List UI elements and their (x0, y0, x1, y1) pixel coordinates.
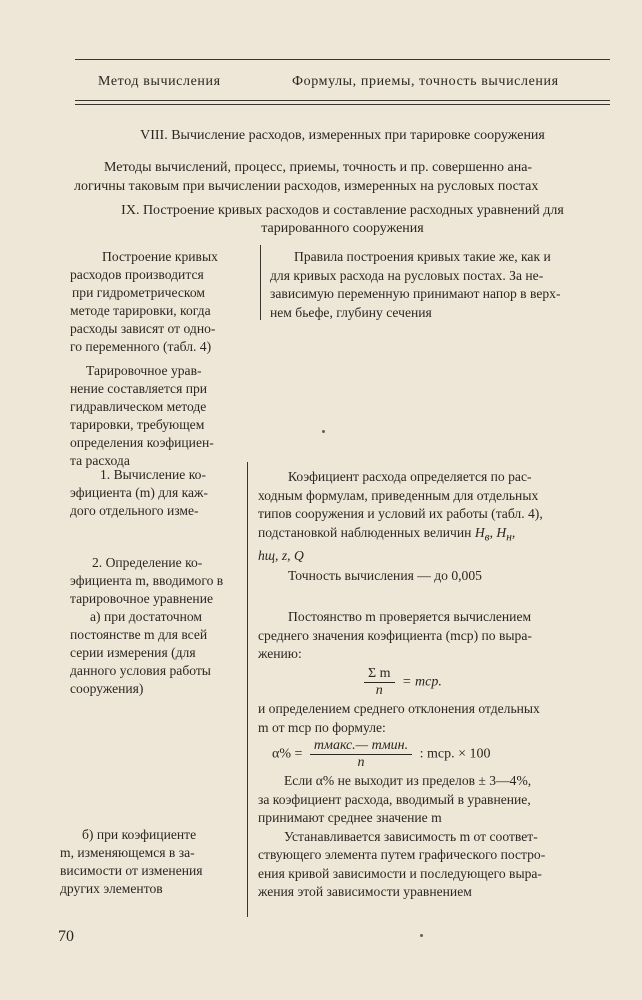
right-b2-line-4: подстановкой наблюденных величин $H_в$, $H_н$, (258, 524, 516, 544)
left-col-block-2 (70, 362, 250, 470)
left-item2b-line-3: висимости от изменения (60, 863, 203, 878)
right-b2-line-2: ходным формулам, приведенным для отдельных (258, 487, 539, 503)
formula-deviation-numerator: mмакс.— mмин. (310, 738, 412, 755)
right-b2-line-6: Точность вычисления — до 0,005 (288, 568, 482, 584)
left-item2b-line-1: б) при коэфициенте (82, 827, 197, 842)
left-item2a-line-3: серии измерения (для (70, 645, 196, 660)
left-item2a-line-5: сооружения) (70, 681, 144, 696)
right-col-block-3 (258, 608, 610, 664)
section-viii-title: VIII. Вычисление расходов, измеренных при тарировке сооружения (140, 128, 545, 143)
left-item2-line-2: эфициента m, вводимого в (70, 573, 224, 588)
section-ix-title-line-1: IX. Построение кривых расходов и составление расходных уравнений для (121, 203, 564, 218)
column-divider-top (260, 245, 261, 320)
left-b2-line-4: тарировки, требующем (70, 417, 205, 432)
left-item2a-line-2: постоянстве m для всей (70, 627, 208, 642)
section-viii-line-2: логичны таковым при вычислении расходов, измеренных на русловых постах (74, 179, 539, 194)
left-b2-line-3: гидравлическом методе (70, 399, 207, 414)
right-b1-line-2: для кривых расхода на русловых постах. За не- (270, 267, 544, 283)
left-b2-line-5: определения коэфициен- (70, 435, 214, 450)
right-col-block-2 (258, 468, 610, 586)
section-viii-text (74, 158, 604, 196)
left-b1-line-5: расходы зависят от одно- (70, 321, 216, 336)
left-b1-line-6: го переменного (табл. 4) (70, 339, 212, 354)
right-b1-line-1: Правила построения кривых такие же, как и (294, 249, 551, 264)
left-item2a-line-4: данного условия работы (70, 663, 211, 678)
right-b2-line-1: Коэфициент расхода определяется по рас- (288, 469, 532, 484)
right-b3-line-2: среднего значения коэфициента (mср) по выра- (258, 627, 532, 643)
right-b2-line-5: hщ, z, Q (258, 547, 304, 563)
right-b5-line-2: за коэфициент расхода, вводимый в уравнение, (258, 791, 531, 807)
left-item1-line-1: 1. Вычисление ко- (100, 467, 206, 482)
right-b5-line-4: Устанавливается зависимость m от соответ- (284, 828, 538, 844)
formula-deviation-fraction (310, 738, 412, 771)
right-b4-line-2: m от mср по формуле: (258, 719, 386, 735)
left-item2b-line-2: m, изменяющемся в за- (60, 845, 195, 860)
left-b1-line-2: расходов производится (70, 267, 204, 282)
symbol-h-n: $H_н$, (496, 524, 516, 544)
right-b1-line-4: нем бьефе, глубину сечения (270, 304, 432, 320)
section-ix-title (75, 202, 610, 238)
right-b5-line-7: жения этой зависимости уравнением (258, 884, 472, 899)
formula-mean-denominator: n (375, 683, 383, 698)
left-b2-line-6: та расхода (70, 453, 130, 468)
formula-mean-numerator: Σ m (364, 666, 395, 683)
header-bottom-rule-1 (75, 100, 610, 101)
left-item2b-line-4: других элементов (60, 881, 163, 896)
left-col-item-2b (60, 826, 245, 898)
left-col-item-2a (70, 608, 250, 698)
header-col1: Метод вычисления (98, 74, 221, 89)
left-b1-line-1: Построение кривых (102, 249, 218, 264)
header-top-rule (75, 59, 610, 60)
right-col-block-4 (258, 700, 610, 737)
right-b2-line-3: типов сооружения и условий их работы (табл. 4), (258, 506, 543, 521)
right-b3-line-3: жению: (258, 646, 302, 661)
header-col2: Формулы, приемы, точность вычисления (292, 74, 559, 89)
symbol-h-v: $H_в$, (474, 524, 493, 544)
right-b5-line-1: Если α% не выходит из пределов ± 3—4%, (284, 773, 532, 788)
page-number: 70 (58, 928, 74, 945)
right-b5-line-6: ения кривой зависимости и последующего выра- (258, 865, 542, 881)
right-col-block-1 (270, 248, 610, 322)
print-speck-2 (420, 934, 423, 937)
left-b1-line-4: методе тарировки, когда (70, 303, 211, 318)
print-speck-1 (322, 430, 325, 433)
left-col-item-2 (70, 554, 250, 608)
formula-deviation (272, 738, 491, 771)
formula-deviation-denominator: n (357, 755, 365, 770)
right-b3-line-1: Постоянство m проверяется вычислением (288, 609, 532, 624)
section-ix-title-line-2: тарированного сооружения (261, 221, 424, 236)
section-viii-line-1: Методы вычислений, процесс, приемы, точность и пр. совершенно ана- (104, 160, 533, 175)
left-b1-line-3: при гидрометрическом (72, 285, 205, 300)
left-b2-line-1: Тарировочное урав- (86, 363, 202, 378)
left-item2-line-3: тарировочное уравнение (70, 591, 214, 606)
formula-mean (360, 666, 442, 699)
left-item2-line-1: 2. Определение ко- (92, 555, 203, 570)
left-b2-line-2: нение составляется при (70, 381, 208, 396)
formula-mean-fraction (364, 666, 395, 699)
left-col-block-1 (70, 248, 250, 356)
right-b5-line-5: ствующего элемента путем графического постро- (258, 847, 546, 862)
formula-mean-result: = mср. (402, 674, 442, 690)
left-col-item-1 (70, 466, 250, 520)
formula-deviation-rhs: : mср. × 100 (419, 746, 491, 762)
header-bottom-rule-2 (75, 104, 610, 105)
right-b4-line-1: и определением среднего отклонения отдельных (258, 701, 540, 716)
left-item2a-line-1: а) при достаточном (90, 609, 203, 624)
right-b5-line-3: принимают среднее значение m (258, 810, 442, 825)
left-item1-line-2: эфициента (m) для каж- (70, 485, 208, 500)
right-col-block-5 (258, 772, 610, 902)
left-item1-line-3: дого отдельного изме- (70, 503, 199, 518)
formula-deviation-lhs: α% = (272, 746, 303, 762)
right-b1-line-3: зависимую переменную принимают напор в верх- (270, 286, 561, 301)
